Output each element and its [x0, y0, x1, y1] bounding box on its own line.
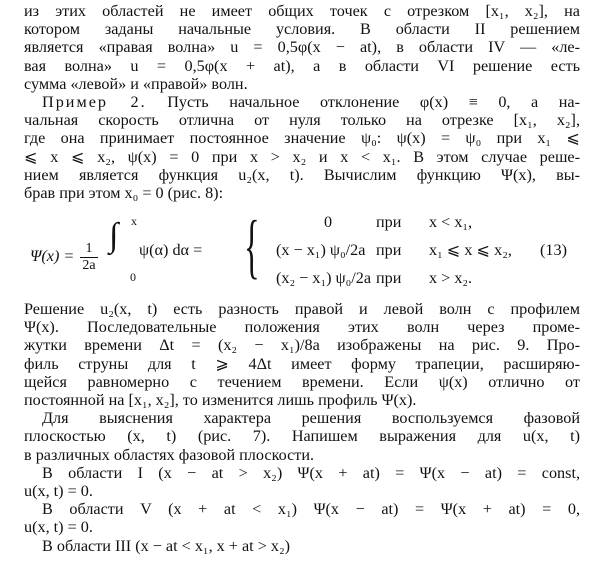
- text-line: В области III (x − at < x₁, x + at > x₂): [42, 536, 291, 555]
- text-line: котором заданы начальные условия. В области II решением: [24, 20, 580, 39]
- paragraph-6: [24, 500, 580, 536]
- text-line: чальная скорость отлична от нуля только на отрезке [x₁, x₂],: [24, 111, 580, 130]
- case-2-when: при: [376, 241, 402, 260]
- equation-lhs-text: Ψ(x) =: [30, 247, 75, 266]
- case-1-condition: x < x₁,: [429, 213, 473, 232]
- paragraph-5: [24, 464, 580, 500]
- text-line: плоскостью (x, t) (рис. 7). Напишем выражения для u(x, t): [24, 427, 580, 446]
- text-line: Решение u₂(x, t) есть разность правой и левой волн с профилем: [24, 300, 580, 319]
- text-line: филь струны для t ⩾ 4Δt имеет форму трапеции, расширяю-: [24, 354, 580, 373]
- text-line: В области I (x − at > x₂) Ψ(x + at) = Ψ(x − at) = const,: [42, 463, 580, 482]
- fraction-denominator: 2a: [82, 258, 96, 274]
- integral-lower-limit: 0: [130, 270, 136, 285]
- text-fragment: Пусть начальное отклонение φ(x) ≡ 0, а на-: [167, 92, 580, 111]
- integrand: ψ(α) dα =: [139, 241, 203, 260]
- case-2-expression: (x − x₁) ψ₀/2a: [276, 241, 366, 260]
- paragraph-7: [24, 537, 580, 555]
- text-line: вая волна» u = 0,5φ(x + at), а в области VI решение есть: [24, 56, 580, 75]
- example-heading: Пример 2.: [42, 92, 147, 111]
- paragraph-example-2: [24, 93, 580, 202]
- equation-lhs: [30, 241, 100, 274]
- text-line: u(x, t) = 0.: [24, 518, 93, 537]
- text-line: щейся равномерно с течением времени. Если ψ(x) отлично от: [24, 372, 580, 391]
- document-page: [24, 2, 580, 555]
- text-line: брав при этом x₀ = 0 (рис. 8):: [24, 183, 224, 202]
- case-3-condition: x > x₂.: [429, 269, 473, 288]
- paragraph-1: [24, 2, 580, 93]
- text-line: нием является функция u₂(x, t). Вычислим функцию Ψ(x), вы-: [24, 165, 580, 184]
- text-line: [24, 93, 580, 111]
- text-line: Для выяснения характера решения воспользуемся фазовой: [42, 409, 580, 428]
- fraction-numerator: 1: [80, 241, 97, 258]
- equation-number: (13): [540, 241, 567, 260]
- paragraph-4: [24, 409, 580, 464]
- text-line: Ψ(x). Последовательные положения этих волн через проме-: [24, 318, 580, 337]
- text-line: постоянной на [x₁, x₂], то изменится лишь профиль Ψ(x).: [24, 391, 417, 409]
- text-line: жутки времени Δt = (x₂ − x₁)/8a изображены на рис. 9. Про-: [24, 336, 580, 355]
- text-line: является «правая волна» u = 0,5φ(x − at), в области IV — «ле-: [24, 38, 580, 57]
- text-line: где она принимает постоянное значение ψ₀: ψ(x) = ψ₀ при x₁ ⩽: [24, 129, 580, 148]
- case-1-when: при: [376, 213, 402, 232]
- fraction: [80, 241, 97, 274]
- text-line: сумма «левой» и «правой» волн.: [24, 74, 248, 93]
- text-line: ⩽ x ⩽ x₂, ψ(x) = 0 при x > x₂ и x < x₁. В этом случае реше-: [24, 147, 580, 166]
- integral-upper-limit: x: [131, 214, 137, 229]
- equation-13: [24, 206, 580, 292]
- text-line: в различных областях фазовой плоскости.: [24, 445, 315, 464]
- case-2-condition: x₁ ⩽ x ⩽ x₂,: [429, 241, 512, 260]
- text-line: из этих областей не имеет общих точек с отрезком [x₁, x₂], на: [24, 2, 580, 20]
- case-3-when: при: [376, 269, 402, 288]
- text-line: u(x, t) = 0.: [24, 481, 93, 500]
- text-line: В области V (x + at < x₁) Ψ(x − at) = Ψ(x + at) = 0,: [42, 500, 580, 519]
- paragraph-3: [24, 300, 580, 409]
- integral-sign: ∫: [109, 217, 119, 255]
- case-3-expression: (x₂ − x₁) ψ₀/2a: [276, 269, 372, 288]
- cases-brace: {: [244, 206, 260, 287]
- case-1-expression: 0: [324, 213, 333, 232]
